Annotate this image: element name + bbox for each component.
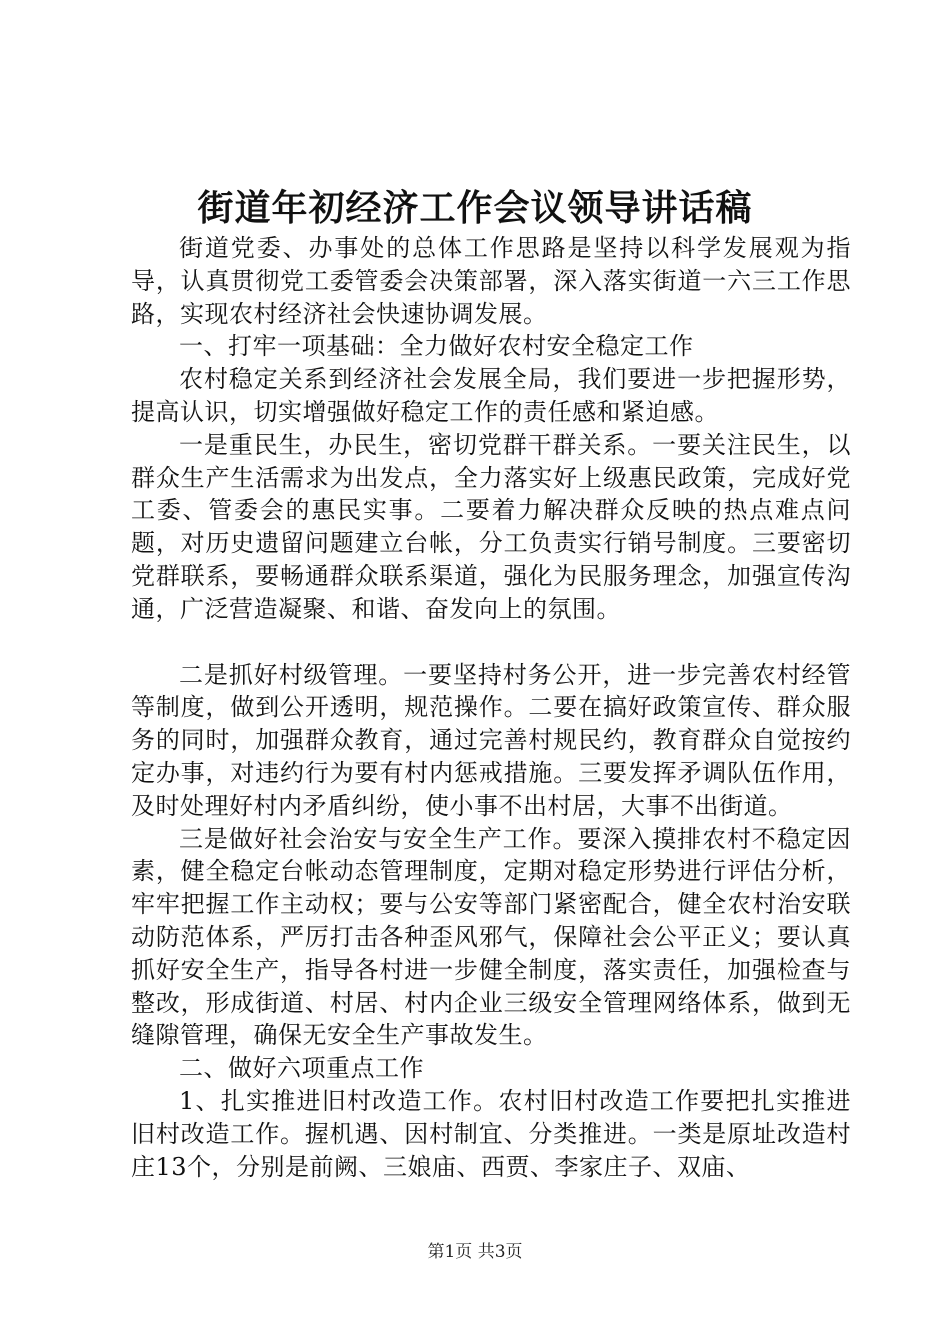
paragraph-village-renovation: 1、扎实推进旧村改造工作。农村旧村改造工作要把扎实推进旧村改造工作。握机遇、因村制宜、分类推进。一类是原址改造村庄13个，分别是前阙、三娘庙、西贾、李家庄子、双庙、	[131, 1086, 851, 1181]
paragraph-livelihood: 一是重民生，办民生，密切党群干群关系。一要关注民生，以群众生产生活需求为出发点，全力落实好上级惠民政策，完成好党工委、管委会的惠民实事。二要着力解决群众反映的热点难点问题，对历史遗留问题建立台帐，分工负责实行销号制度。三要密切党群联系，要畅通群众联系渠道，强化为民服务理念，加强宣传沟通，广泛营造凝聚、和谐、奋发向上的氛围。	[131, 430, 851, 623]
section-heading-1: 一、打牢一项基础：全力做好农村安全稳定工作	[179, 332, 694, 361]
paragraph-village-management: 二是抓好村级管理。一要坚持村务公开，进一步完善农村经管等制度，做到公开透明，规范操作。二要在搞好政策宣传、群众服务的同时，加强群众教育，通过完善村规民约，教育群众自觉按约定办事，对违约行为要有村内惩戒措施。三要发挥矛调队伍作用，及时处理好村内矛盾纠纷，使小事不出村居，大事不出街道。	[131, 660, 851, 820]
document-title: 街道年初经济工作会议领导讲话稿	[197, 187, 753, 229]
paragraph-intro: 街道党委、办事处的总体工作思路是坚持以科学发展观为指导，认真贯彻党工委管委会决策部署，深入落实街道一六三工作思路，实现农村经济社会快速协调发展。	[131, 234, 851, 328]
paragraph-stability: 农村稳定关系到经济社会发展全局，我们要进一步把握形势，提高认识，切实增强做好稳定工作的责任感和紧迫感。	[131, 365, 851, 426]
document-body	[131, 232, 851, 1183]
section-heading-2: 二、做好六项重点工作	[179, 1054, 424, 1083]
paragraph-public-safety: 三是做好社会治安与安全生产工作。要深入摸排农村不稳定因素，健全稳定台帐动态管理制度，定期对稳定形势进行评估分析，牢牢把握工作主动权；要与公安等部门紧密配合，健全农村治安联动防范体系，严厉打击各种歪风邪气，保障社会公平正义；要认真抓好安全生产，指导各村进一步健全制度，落实责任，加强检查与整改，形成街道、村居、村内企业三级安全管理网络体系，做到无缝隙管理，确保无安全生产事故发生。	[131, 824, 851, 1050]
page-footer: 第1页 共3页	[427, 1242, 523, 1262]
